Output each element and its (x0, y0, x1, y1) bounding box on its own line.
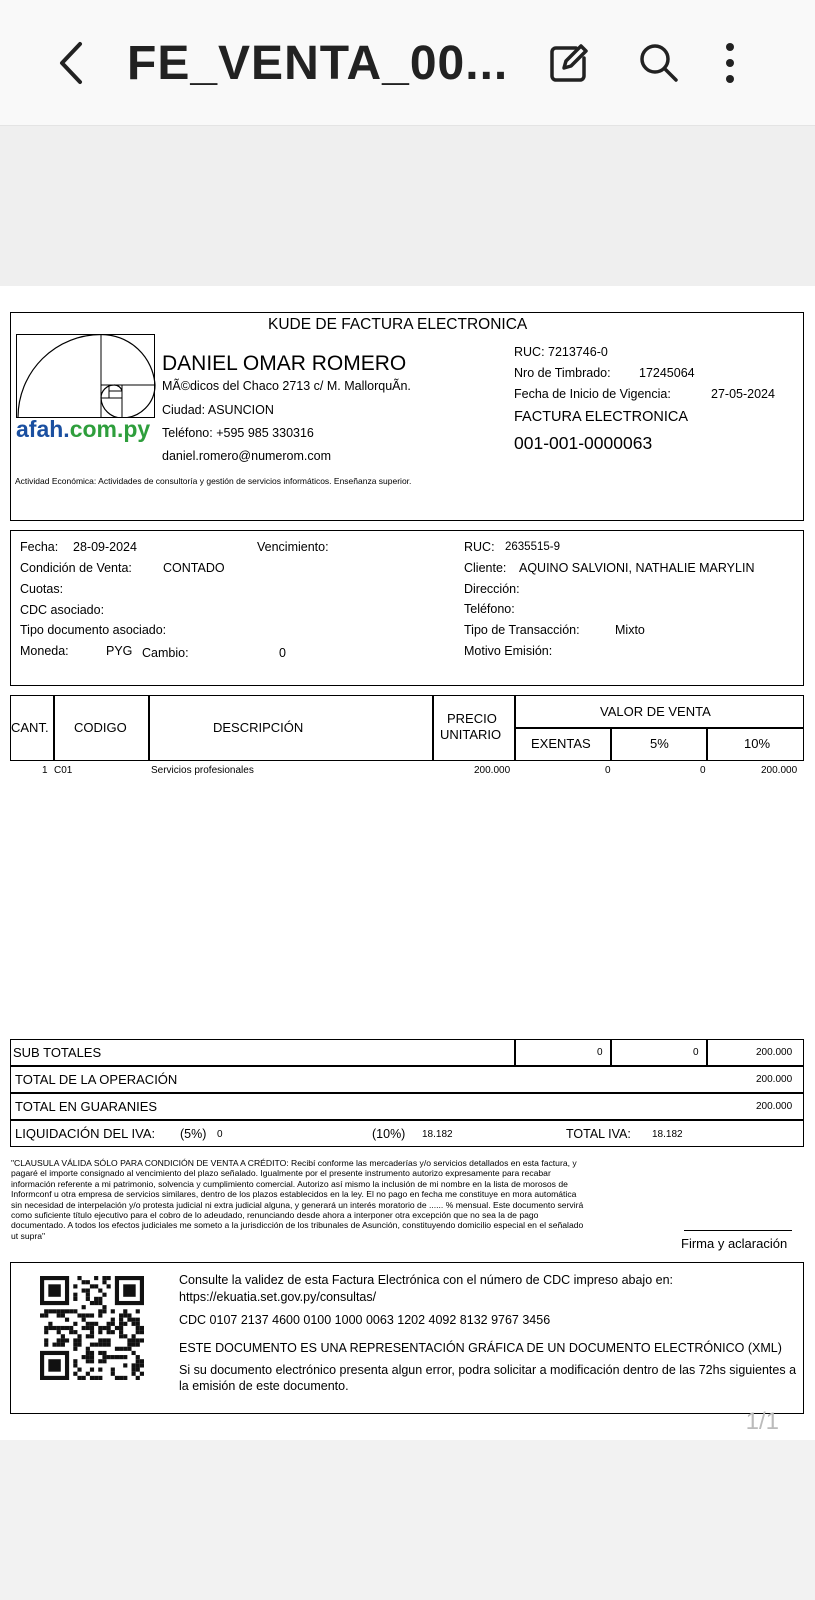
col-divider (610, 1039, 612, 1066)
total-guaranies-value: 200.000 (756, 1101, 793, 1112)
search-icon[interactable] (636, 40, 682, 86)
issuer-email: daniel.romero@numerom.com (162, 449, 332, 463)
issuer-address: MÃ©dicos del Chaco 2713 c/ M. MallorquÃn. (162, 379, 411, 393)
economic-activity: Actividad Económica: Actividades de consultoría y gestión de servicios informáticos. Enseñanza superior. (15, 476, 412, 486)
total-iva-label: TOTAL IVA: (566, 1127, 631, 1141)
issuer-name: DANIEL OMAR ROMERO (162, 352, 407, 375)
col-divider (706, 727, 708, 761)
motivo-label: Motivo Emisión: (464, 644, 553, 658)
transaccion-value: Mixto (615, 623, 645, 637)
col-divider (610, 727, 612, 761)
cambio-value: 0 (279, 646, 286, 660)
subtotal-exentas: 0 (597, 1047, 603, 1058)
footer-representacion: ESTE DOCUMENTO ES UNA REPRESENTACIÓN GRÁFICA DE UN DOCUMENTO ELECTRÓNICO (XML) (179, 1341, 782, 1355)
telefono-label: Teléfono: (464, 602, 515, 616)
viewer-background (0, 126, 815, 286)
edit-icon[interactable] (546, 40, 592, 86)
condicion-label: Condición de Venta: (20, 561, 132, 575)
document-page[interactable] (0, 286, 815, 1440)
moneda-label: Moneda: (20, 644, 69, 658)
cliente-value: AQUINO SALVIONI, NATHALIE MARYLIN (519, 561, 755, 575)
col-header-valor-venta: VALOR DE VENTA (600, 704, 711, 719)
iva-label: LIQUIDACIÓN DEL IVA: (15, 1126, 156, 1141)
vigencia-value: 27-05-2024 (711, 387, 775, 401)
cliente-label: Cliente: (464, 561, 507, 575)
iva10-label: (10%) (372, 1127, 406, 1141)
doc-type: FACTURA ELECTRONICA (514, 409, 689, 425)
signature-line (684, 1230, 792, 1231)
row-diez: 200.000 (761, 765, 798, 776)
logo-spiral-icon (16, 334, 156, 418)
col-header-codigo: CODIGO (74, 720, 127, 735)
clause-line: como suficiente título ejecutivo para el cobro de lo adeudado, renunciando desde ahora a interponer otra excepción que no sea la de pago (11, 1210, 539, 1221)
iva10-value: 18.182 (422, 1129, 453, 1140)
col-header-exentas: EXENTAS (531, 736, 591, 751)
fecha-label: Fecha: (20, 540, 59, 554)
subtotal-label: SUB TOTALES (13, 1045, 102, 1060)
cliente-ruc-label: RUC: (464, 540, 495, 554)
footer-error-2: la emisión de este documento. (179, 1379, 349, 1393)
iva5-value: 0 (217, 1129, 223, 1140)
clause-line: pagaré el importe consignado al vencimiento del plazo señalado. Igualmente por el presente instrumento autorizo expresamente para recabar (11, 1168, 551, 1179)
col-divider (514, 1039, 516, 1066)
col-header-10: 10% (744, 736, 771, 751)
chevron-left-icon[interactable] (52, 38, 92, 88)
subtotal-cinco: 0 (693, 1047, 699, 1058)
row-divider (514, 727, 804, 729)
vigencia-label: Fecha de Inicio de Vigencia: (514, 387, 671, 401)
col-divider (706, 1039, 708, 1066)
col-header-5: 5% (650, 736, 669, 751)
direccion-label: Dirección: (464, 582, 520, 596)
row-divider (10, 1092, 804, 1094)
signature-label: Firma y aclaración (681, 1236, 788, 1251)
logo-text-a: afah. (16, 416, 70, 442)
doc-title: KUDE DE FACTURA ELECTRONICA (268, 316, 528, 333)
credit-clause (11, 1158, 655, 1241)
vencimiento-label: Vencimiento: (257, 540, 329, 554)
cliente-ruc-value: 2635515-9 (505, 541, 560, 553)
condicion-value: CONTADO (163, 561, 225, 575)
cdc-asociado-label: CDC asociado: (20, 603, 105, 617)
row-divider (10, 1119, 804, 1121)
clause-line: ut supra" (11, 1230, 46, 1241)
col-divider (53, 695, 55, 761)
subtotal-diez: 200.000 (756, 1047, 793, 1058)
col-header-unitario: UNITARIO (440, 727, 502, 742)
row-exentas: 0 (605, 765, 611, 776)
row-descripcion: Servicios profesionales (151, 765, 254, 776)
clause-line: información referente a mi patrimonio, solvencia y cumplimiento comercial. Autorizo así mismo la inclusión de mi nombre en la lista de morosos de (11, 1178, 568, 1189)
footer-url[interactable]: https://ekuatia.set.gov.py/consultas/ (179, 1290, 377, 1304)
footer-error-1: Si su documento electrónico presenta algun error, podra solicitar a modificación dentro de las 72hs siguientes a (179, 1363, 797, 1377)
issuer-city: Ciudad: ASUNCION (162, 403, 274, 417)
total-iva-value: 18.182 (652, 1129, 683, 1140)
row-cinco: 0 (700, 765, 706, 776)
clause-line: sin necesidad de interpelación y/o protesta judicial ni extra judicial alguna, y generará un interés moratorio de ...... % mensual. Este documento servirá (11, 1199, 584, 1210)
total-operacion-value: 200.000 (756, 1074, 793, 1085)
timbrado-label: Nro de Timbrado: (514, 366, 611, 380)
row-precio: 200.000 (474, 765, 511, 776)
col-divider (432, 695, 434, 761)
cuotas-label: Cuotas: (20, 582, 64, 596)
total-guaranies-label: TOTAL EN GUARANIES (15, 1099, 158, 1114)
col-header-descripcion: DESCRIPCIÓN (213, 720, 304, 735)
col-header-cant: CANT. (11, 720, 49, 735)
doc-number: 001-001-0000063 (514, 433, 653, 453)
logo-text-b: com.py (69, 416, 151, 442)
transaccion-label: Tipo de Transacción: (464, 623, 580, 637)
col-header-precio: PRECIO (447, 711, 497, 726)
issuer-phone: Teléfono: +595 985 330316 (162, 426, 314, 440)
row-divider (10, 1065, 804, 1067)
clause-line: documentado. A todos los efectos judiciales me someto a la jurisdicción de los tribunales de Asunción, constituyendo domicilio especial en el señalado (11, 1220, 584, 1231)
qr-code-icon[interactable] (40, 1276, 144, 1380)
cambio-label: Cambio: (142, 646, 189, 660)
viewer-background-bottom (0, 1440, 815, 1600)
issuer-ruc: RUC: 7213746-0 (514, 345, 608, 359)
footer-consulte: Consulte la validez de esta Factura Electrónica con el número de CDC impreso abajo en: (179, 1273, 674, 1287)
fecha-value: 28-09-2024 (73, 540, 137, 554)
document-title: FE_VENTA_00... (127, 37, 509, 90)
tipo-doc-label: Tipo documento asociado: (20, 623, 167, 637)
iva5-label: (5%) (180, 1127, 207, 1141)
logo-text (16, 416, 150, 443)
timbrado-value: 17245064 (639, 366, 695, 380)
clause-line: Informconf u otra empresa de servicios similares, dentro de los plazos establecidos en la ley. El no pago en fecha me constituye en mora automática (11, 1189, 577, 1200)
page-indicator: 1/1 (745, 1408, 779, 1435)
row-codigo: C01 (54, 765, 73, 776)
row-cant: 1 (42, 765, 48, 776)
more-vert-icon[interactable] (718, 40, 742, 86)
moneda-value: PYG (106, 644, 133, 658)
footer-cdc: CDC 0107 2137 4600 0100 1000 0063 1202 4092 8132 9767 3456 (179, 1313, 551, 1327)
col-divider (148, 695, 150, 761)
total-operacion-label: TOTAL DE LA OPERACIÓN (15, 1072, 178, 1087)
app-bar (0, 0, 815, 126)
clause-line: "CLAUSULA VÁLIDA SÓLO PARA CONDICIÓN DE VENTA A CRÉDITO: Recibí conforme las mercaderías y/o servicios detallados en esta factura, y (11, 1158, 577, 1168)
